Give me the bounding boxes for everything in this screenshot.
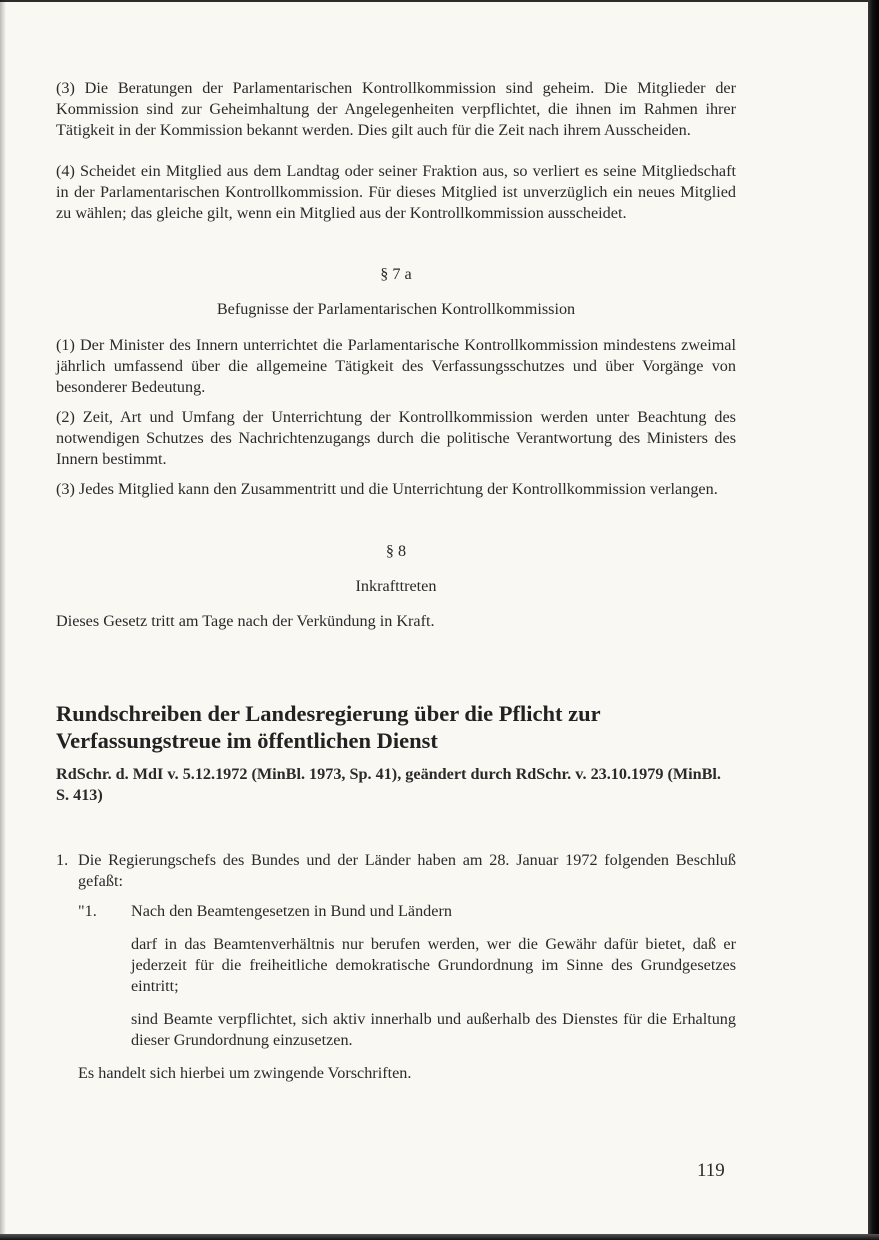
section-8-text: Dieses Gesetz tritt am Tage nach der Verkündung in Kraft. (56, 612, 435, 630)
paragraph-7a-2: (2) Zeit, Art und Umfang der Unterrichtung der Kontrollkommission werden unter Beachtung des notwendigen Schutzes des Nachrichtenzugangs durch die politische Verantwortung des Ministers des Innern bestimmt. (56, 408, 736, 468)
quote-clause-2 (56, 1009, 736, 1051)
circular-heading (56, 700, 736, 754)
quote-clause-1-text: darf in das Beamtenverhältnis nur berufen werden, wer die Gewähr dafür bietet, daß er jederzeit für die freiheitliche demokratische Grundordnung im Sinne des Grundgesetzes eintritt; (131, 935, 736, 995)
page-number: 119 (697, 1160, 725, 1181)
paragraph-7a-3: (3) Jedes Mitglied kann den Zusammentritt und die Unterrichtung der Kontrollkommission verlangen. (56, 480, 718, 498)
circular-heading-line2: Verfassungstreue im öffentlichen Dienst (56, 728, 438, 753)
page-content (56, 78, 736, 1084)
quote-clause-1 (56, 934, 736, 997)
paragraph-7-4: (4) Scheidet ein Mitglied aus dem Landtag oder seiner Fraktion aus, so verliert es seine Mitgliedschaft in der Parlamentarischen Kontrollkommission. Für dieses Mitglied ist unverzüglich ein neues Mitglied zu wählen; das gleiche gilt, wenn ein Mitglied aus der Kontrollkommission ausscheidet. (56, 162, 736, 222)
list-item-1-text: Die Regierungschefs des Bundes und der Länder haben am 28. Januar 1972 folgenden Beschluß gefaßt: (78, 851, 736, 890)
section-8-number: § 8 (385, 542, 407, 560)
closing-statement (56, 1063, 736, 1084)
circular-reference: RdSchr. d. MdI v. 5.12.1972 (MinBl. 1973, Sp. 41), geändert durch RdSchr. v. 23.10.1979 (MinBl. S. 413) (56, 765, 721, 804)
paragraph-7-3: (3) Die Beratungen der Parlamentarischen Kontrollkommission sind geheim. Die Mitglieder der Kommission sind zur Geheimhaltung der Angelegenheiten verpflichtet, die ihnen im Rahmen ihrer Tätigkeit in der Kommission bekannt werden. Dies gilt auch für die Zeit nach ihrem Ausscheiden. (56, 79, 736, 139)
section-7a-title: Befugnisse der Parlamentarischen Kontrollkommission (216, 300, 576, 318)
quote-item-number: "1. (78, 902, 97, 920)
closing-statement-text: Es handelt sich hierbei um zwingende Vorschriften. (78, 1064, 412, 1082)
list-item-1 (56, 850, 736, 892)
scan-edge-bottom (0, 1234, 879, 1240)
quote-clause-2-text: sind Beamte verpflichtet, sich aktiv innerhalb und außerhalb des Dienstes für die Erhaltung dieser Grundordnung einzusetzen. (131, 1010, 736, 1049)
section-8-title: Inkrafttreten (355, 577, 437, 595)
circular-heading-line1: Rundschreiben der Landesregierung über die Pflicht zur (56, 701, 601, 726)
paragraph-7a-1: (1) Der Minister des Innern unterrichtet die Parlamentarische Kontrollkommission mindestens zweimal jährlich umfassend über die allgemeine Tätigkeit des Verfassungsschutzes und über Vorgänge von besonderer Bedeutung. (56, 336, 736, 396)
quote-lead: Nach den Beamtengesetzen in Bund und Ländern (131, 902, 452, 920)
list-item-1-number: 1. (56, 851, 69, 869)
page-binding-shadow (0, 0, 6, 1240)
quote-item-1 (56, 901, 736, 922)
section-7a-number: § 7 a (380, 265, 412, 283)
scan-edge-right (868, 0, 879, 1240)
